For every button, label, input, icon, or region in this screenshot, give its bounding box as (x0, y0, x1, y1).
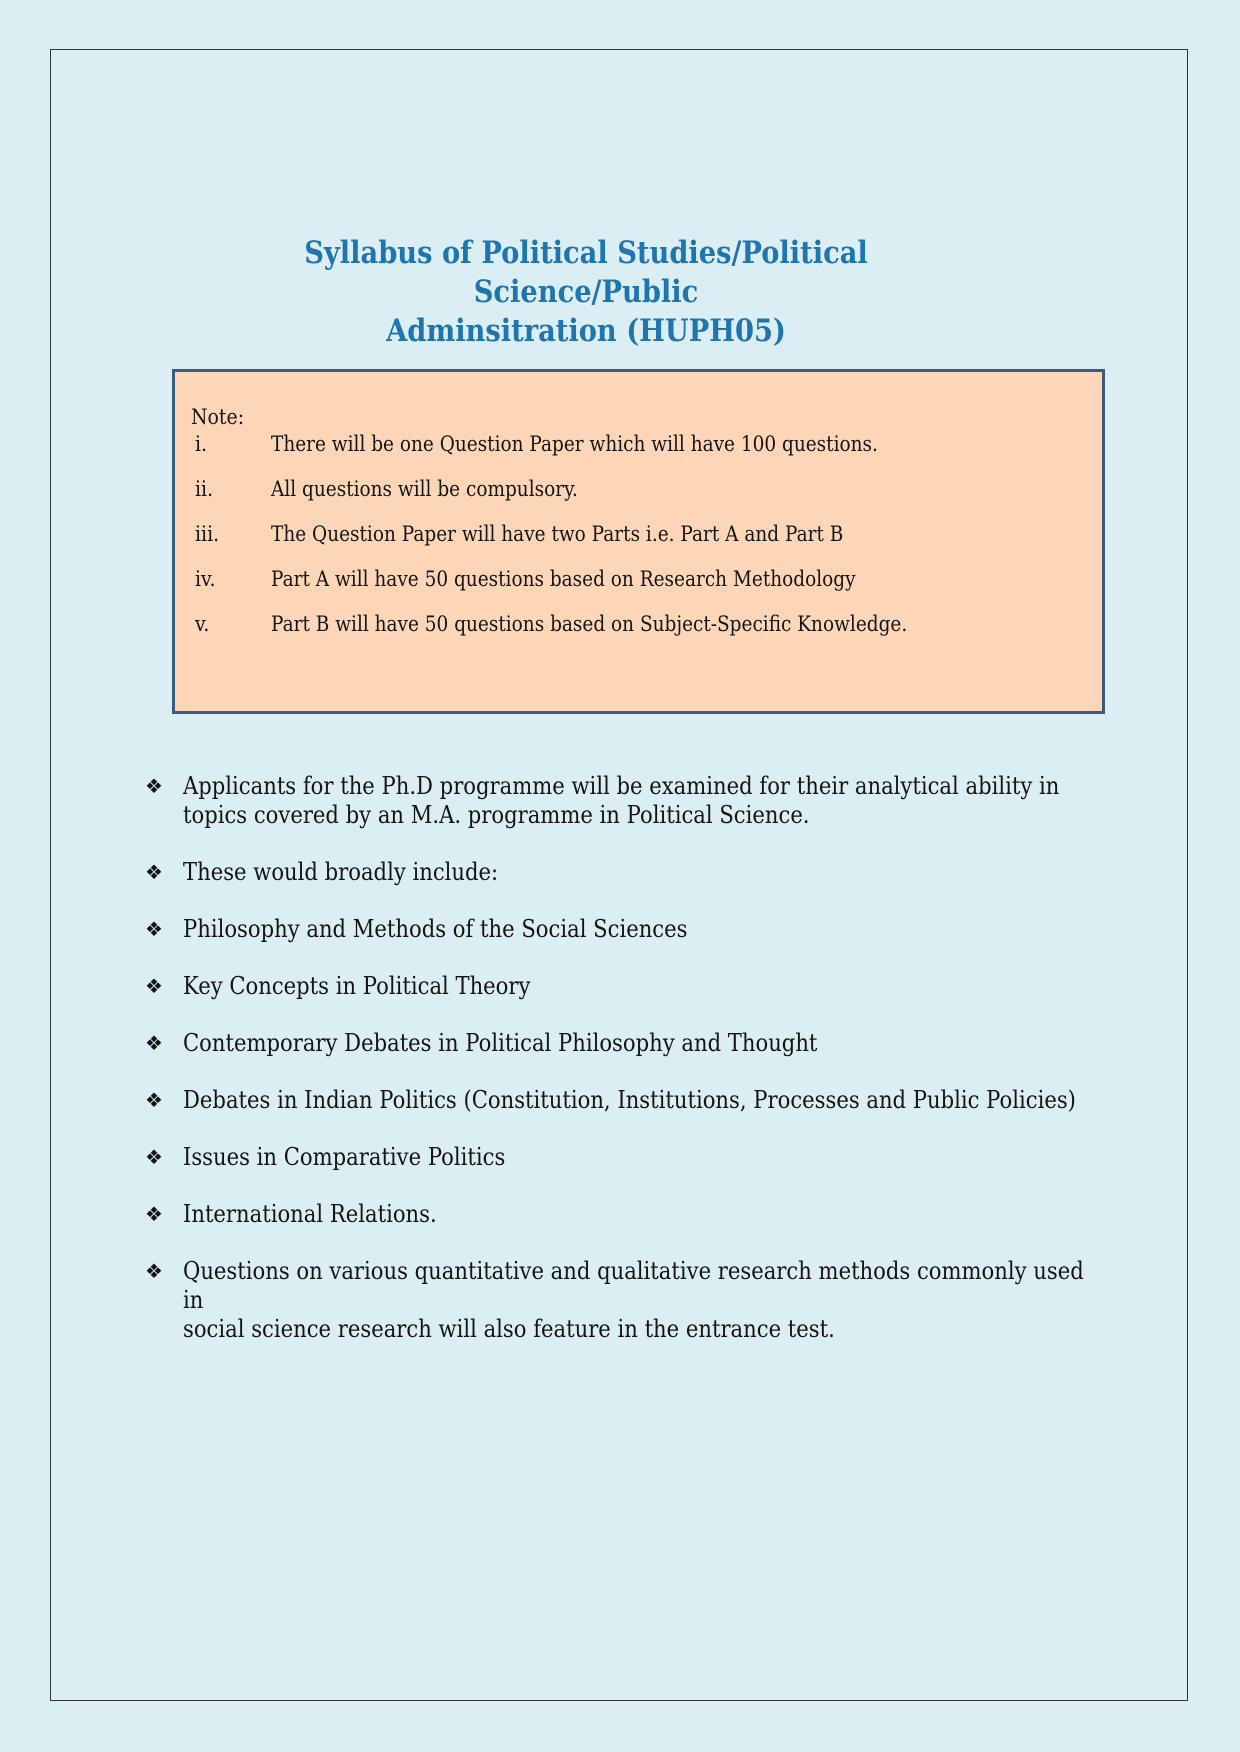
note-item (175, 521, 1102, 551)
bullet-text-line: Questions on various quantitative and qualitative research methods commonly used in (183, 1257, 1084, 1314)
note-item-number: ii. (195, 477, 214, 501)
bullet-text-line: Key Concepts in Political Theory (183, 972, 531, 1000)
diamond-bullet-icon: ❖ (145, 860, 163, 884)
note-item-number: iii. (195, 522, 220, 546)
list-item (145, 858, 1075, 887)
bullet-text-line: Philosophy and Methods of the Social Sciences (183, 915, 688, 943)
list-item (145, 1200, 1075, 1229)
diamond-bullet-icon: ❖ (145, 1031, 163, 1055)
note-box (172, 369, 1105, 714)
list-item (145, 972, 1075, 1001)
diamond-bullet-icon: ❖ (145, 974, 163, 998)
list-item (145, 1143, 1075, 1172)
bullet-text-line: Debates in Indian Politics (Constitution, Institutions, Processes and Public Policies) (183, 1086, 1076, 1114)
bullet-text-line: social science research will also feature in the entrance test. (183, 1315, 835, 1343)
list-item (145, 915, 1075, 944)
note-label: Note: (191, 405, 245, 429)
diamond-bullet-icon: ❖ (145, 917, 163, 941)
title-line-1: Syllabus of Political Studies/Political Science/Public (304, 235, 868, 310)
note-item-number: i. (195, 432, 208, 456)
note-item (175, 476, 1102, 506)
note-item (175, 611, 1102, 641)
diamond-bullet-icon: ❖ (145, 1088, 163, 1112)
diamond-bullet-icon: ❖ (145, 1259, 163, 1283)
note-item-number: v. (195, 612, 210, 636)
diamond-bullet-icon: ❖ (145, 774, 163, 798)
bullet-text-line: Issues in Comparative Politics (183, 1143, 506, 1171)
note-item-text: All questions will be compulsory. (271, 477, 578, 501)
note-item (175, 431, 1102, 461)
bullet-text-line: Contemporary Debates in Political Philosophy and Thought (183, 1029, 818, 1057)
title-line-2: Adminsitration (HUPH05) (386, 313, 786, 349)
note-item-text: The Question Paper will have two Parts i.e. Part A and Part B (271, 522, 844, 546)
diamond-bullet-icon: ❖ (145, 1145, 163, 1169)
list-item (145, 1029, 1075, 1058)
note-item-text: Part A will have 50 questions based on Research Methodology (271, 567, 856, 591)
note-item-number: iv. (195, 567, 216, 591)
list-item (145, 1086, 1075, 1115)
note-item (175, 566, 1102, 596)
list-item (145, 1257, 1084, 1344)
bullet-text-line: International Relations. (183, 1200, 437, 1228)
diamond-bullet-icon: ❖ (145, 1202, 163, 1226)
bullet-text-line: These would broadly include: (183, 858, 499, 886)
bullet-text-line: Applicants for the Ph.D programme will be examined for their analytical ability in (183, 772, 1060, 800)
note-item-text: There will be one Question Paper which will have 100 questions. (271, 432, 878, 456)
syllabus-bullet-list (145, 772, 1084, 1372)
bullet-text-line: topics covered by an M.A. programme in Political Science. (183, 801, 810, 829)
list-item (145, 772, 1075, 830)
note-item-text: Part B will have 50 questions based on Subject-Specific Knowledge. (271, 612, 908, 636)
document-title (202, 234, 969, 351)
